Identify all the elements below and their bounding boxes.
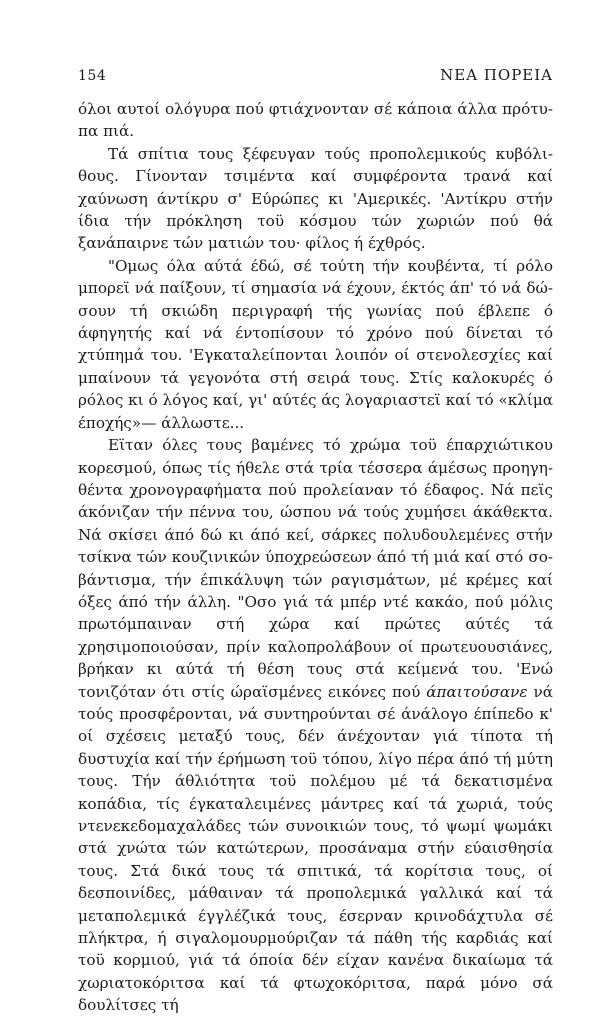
journal-title: ΝΕΑ ΠΟΡΕΙΑ [440, 66, 553, 84]
running-head [78, 66, 553, 84]
italic-word: άπαιτούσανε [426, 682, 528, 701]
paragraph-2: Τά σπίτια τους ξέφευγαν τούς προπολεμικούς κυβόλιθους. Γίνονταν τσιμέντα καί συμφέροντα τρανά καί χαύνωση άντίκρυ σ' Εύρώπες κι 'Αμερικές. 'Αντίκρυ στήν ίδια τήν πρόκληση τοϋ κόσμου τών χωριών πού θά ξανάπαιρνε τών ματιών του· φίλος ή έχθρός. [78, 144, 553, 253]
paragraph-4-part-2: νά τούς προσφέρονται, νά συντηρούνται σέ άνάλογο έπίπεδο κ' οί σχέσεις μεταξύ τους, δέν άνέχονταν γιά τίποτα τή δυστυχία καί τήν έρήμωση τοϋ τόπου, λίγο πέρα άπό τή μύτη τους. Τήν άθλιότητα τοϋ πολέμου μέ τά δεκατισμένα κοπάδια, τίς έγκαταλειμένες μάντρες καί τά χωριά, τούς ντενεκεδομαχαλάδες τών συνοικιών τους, τό ψωμί ψωμάκι στά χνώτα τών κατώτερων, προσάναμα στήν εύαισθησία τους. Στά δικά τους τά σπιτικά, τά κορίτσια τους, οί δεσποινίδες, μάθαιναν τά προπολεμικά γαλλικά καί τά μεταπολεμικά έγγλέζικά τους, έσερναν κρινοδάχτυλα σέ πλήκτρα, ή σιγαλομουρμούριζαν τά πάθη τής καρδιάς καί τοϋ κορμιού, γιά τά όποία δέν είχαν κανένα δικαίωμα τά χωριατοκόριτσα καί τά φτωχοκόριτσα, παρά μόνο σά δουλίτσες τή [78, 682, 553, 1015]
page-number: 154 [78, 68, 107, 84]
paragraph-4 [78, 434, 553, 1017]
page [78, 66, 553, 1017]
body-text [78, 98, 553, 1017]
paragraph-3: "Ομως όλα αύτά έδώ, σέ τούτη τήν κουβέντα, τί ρόλο μπορεϊ νά παίξουν, τί σημασία νά έχουν, έκτός άπ' τό νά δώσουν τή σκιώδη περιγραφή τής γωνίας πού έβλεπε ό άφηγητής καί νά έντοπίσουν τό χρόνο πού δίνεται τό χτύπημά του. 'Εγκαταλείπονται λοιπόν οί στενολεσχίες καί μπαίνουν τά γεγονότα στή σειρά τους. Στίς καλοκυρές ό ρόλος κι ό λόγος καί, γι' αύτές άς λογαριαστεϊ καί τό «κλίμα έποχής»— άλλωστε... [78, 256, 553, 432]
paragraph-1: όλοι αυτοί ολόγυρα πού φτιάχνονταν σέ κάποια άλλα πρότυπα πιά. [78, 100, 553, 141]
paragraph-4-part-1: Εϊταν όλες τους βαμένες τό χρώμα τοϋ έπαρχιώτικου κορεσμού, όπως τίς ήθελε στά τρία τέσσερα άμέσως προηγηθέντα χρονογραφήματα πού προλείαναν τό έδαφος. Νά πεϊς άκόνιζαν τήν πέννα του, ώσπου νά τούς χυμήσει άκάθεκτα. Νά σκίσει άπό δώ κι άπό κεί, σάρκες πολυδουλεμένες στήν τσίκνα τών κουζινικών ύποχρεώσεων άπό τή μιά καί στό σοβάντισμα, τήν έπικάλυψη τών ραγισμάτων, μέ κρέμες καί όξες άπό τήν άλλη. "Οσο γιά τά μπέρ ντέ κακάο, πού μόλις πρωτόμπαιναν στή χώρα καί πρώτες αύτές τά χρησιμοποιούσαν, πρίν καλοπρολάβουν οί πρωτευουσιάνες, βρήκαν κι αύτά τή θέση τους στά κείμενά του. 'Ενώ τονιζόταν ότι στίς ώραϊσμένες εικόνες πού [78, 436, 553, 701]
